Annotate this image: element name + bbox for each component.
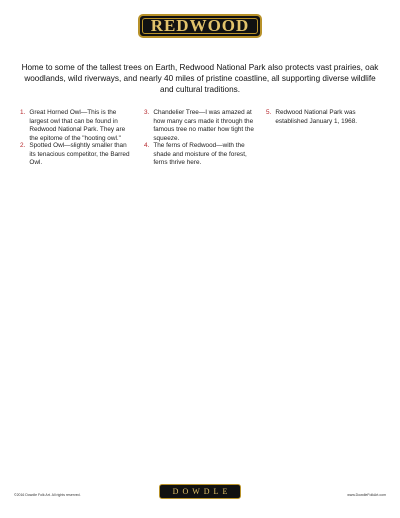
title-badge — [138, 14, 262, 38]
footer — [0, 484, 400, 504]
fact-item-2 — [20, 142, 132, 168]
fact-number: 1. — [20, 109, 26, 116]
fact-text: Great Horned Owl—This is the largest owl that can be found in Redwood National Park. They are the epitome of the "hooting owl." — [29, 109, 126, 142]
fact-item-4 — [144, 142, 256, 168]
copyright-text: ©2016 Dowdle Folk Art. All rights reserved. — [14, 493, 81, 497]
facts-list — [20, 109, 390, 229]
website-text: www.DowdleFolkArt.com — [347, 493, 386, 497]
fact-number: 5. — [266, 109, 272, 116]
fact-text: Spotted Owl—slightly smaller than its tenacious competitor, the Barred Owl. — [29, 142, 130, 167]
fact-item-5 — [266, 109, 378, 126]
fact-text: The ferns of Redwood—with the shade and moisture of the forest, ferns thrive here. — [153, 142, 247, 167]
intro-paragraph: Home to some of the tallest trees on Earth, Redwood National Park also protects vast prairies, oak woodlands, wild riverways, and nearly 40 miles of pristine coastline, all supporting diverse wildlife and cultural traditions. — [21, 63, 379, 94]
fact-number: 2. — [20, 142, 26, 149]
fact-number: 4. — [144, 142, 150, 149]
fact-item-3 — [144, 109, 256, 143]
fact-number: 3. — [144, 109, 150, 116]
fact-text: Redwood National Park was established January 1, 1968. — [275, 109, 358, 125]
fact-text: Chandelier Tree—I was amazed at how many cars made it through the famous tree no matter how tight the squeeze. — [153, 109, 254, 142]
page-title: REDWOOD — [150, 16, 250, 35]
dowdle-logo — [159, 484, 241, 499]
fact-item-1 — [20, 109, 132, 143]
logo-text: DOWDLE — [172, 487, 232, 496]
